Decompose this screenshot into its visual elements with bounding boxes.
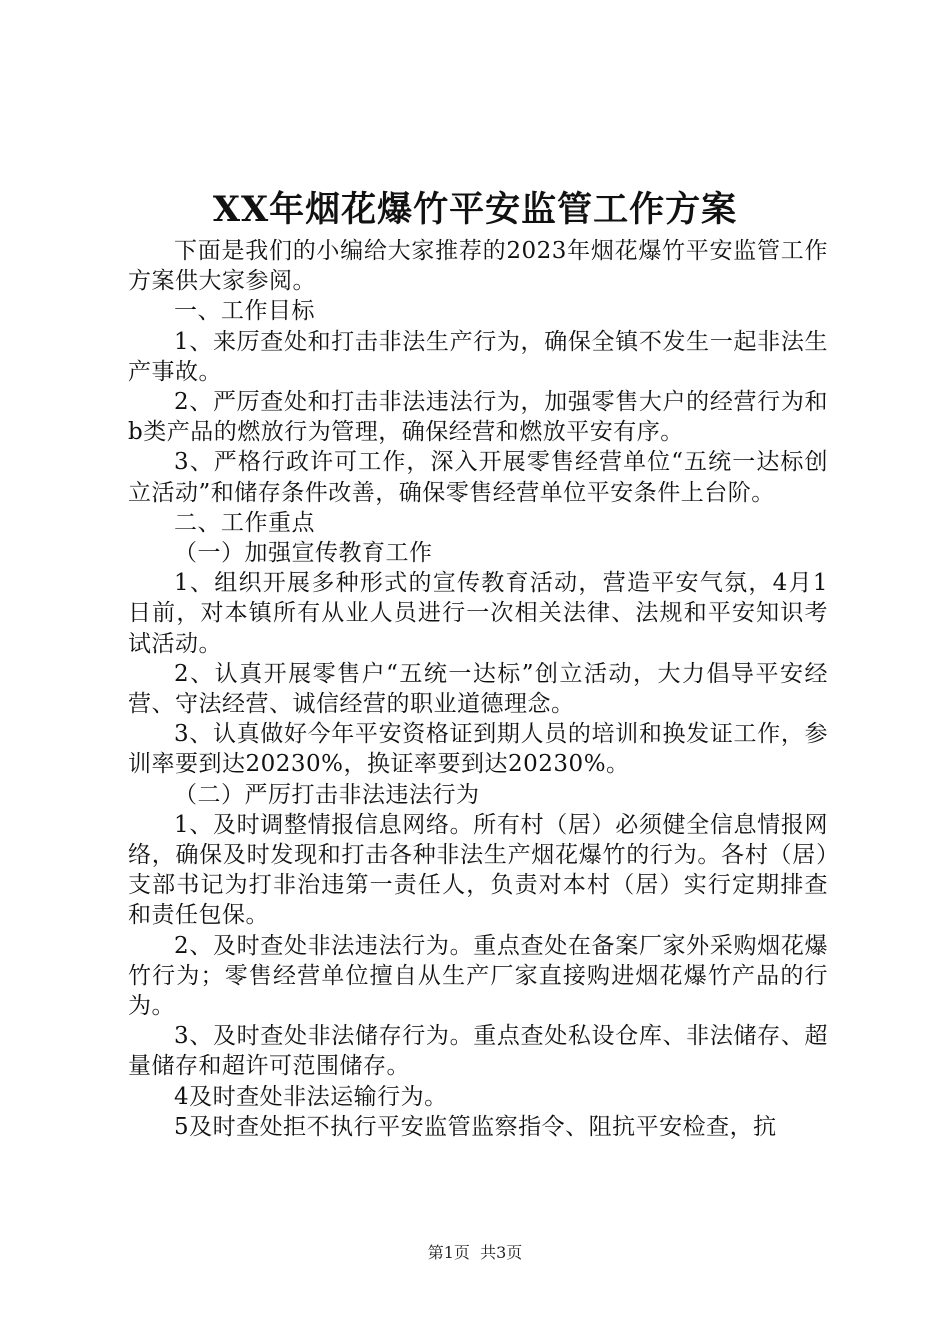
education-item-2: 2、认真开展零售户“五统一达标”创立活动，大力倡导平安经营、守法经营、诚信经营的职业道德理念。 (128, 660, 828, 718)
enforcement-item-1: 1、及时调整情报信息网络。所有村（居）必须健全信息情报网络，确保及时发现和打击各种非法生产烟花爆竹的行为。各村（居）支部书记为打非治违第一责任人，负责对本村（居）实行定期排查和责任包保。 (128, 811, 828, 929)
goal-item-3: 3、严格行政许可工作，深入开展零售经营单位“五统一达标创立活动”和储存条件改善，确保零售经营单位平安条件上台阶。 (128, 449, 828, 506)
goal-item-2: 2、严厉查处和打击非法违法行为，加强零售大户的经营行为和b类产品的燃放行为管理，确保经营和燃放平安有序。 (128, 389, 828, 446)
education-item-1: 1、组织开展多种形式的宣传教育活动，营造平安气氛，4月1日前，对本镇所有从业人员进行一次相关法律、法规和平安知识考试活动。 (128, 570, 828, 657)
goal-item-1: 1、来厉查处和打击非法生产行为，确保全镇不发生一起非法生产事故。 (128, 328, 828, 385)
enforcement-item-2: 2、及时查处非法违法行为。重点查处在备案厂家外采购烟花爆竹行为；零售经营单位擅自从生产厂家直接购进烟花爆竹产品的行为。 (128, 932, 828, 1020)
section-heading-work-goals: 一、工作目标 (174, 298, 315, 325)
subsection-heading-education: （一）加强宣传教育工作 (174, 540, 433, 567)
document-body (128, 236, 828, 1142)
education-item-3: 3、认真做好今年平安资格证到期人员的培训和换发证工作，参训率要到达20230%，换证率要到达20230%。 (128, 721, 828, 778)
page-footer (0, 1242, 950, 1264)
intro-paragraph: 下面是我们的小编给大家推荐的2023年烟花爆竹平安监管工作方案供大家参阅。 (128, 238, 828, 295)
enforcement-item-3: 3、及时查处非法储存行为。重点查处私设仓库、非法储存、超量储存和超许可范围储存。 (128, 1023, 828, 1080)
section-heading-work-focus: 二、工作重点 (174, 509, 315, 536)
document-title: XX年烟花爆竹平安监管工作方案 (212, 189, 738, 230)
enforcement-item-5: 5及时查处拒不执行平安监管监察指令、阻抗平安检查，抗 (174, 1113, 777, 1140)
page-number-label: 第1页 共3页 (427, 1243, 523, 1262)
subsection-heading-enforcement: （二）严厉打击非法违法行为 (174, 781, 480, 808)
enforcement-item-4: 4及时查处非法运输行为。 (174, 1083, 448, 1110)
